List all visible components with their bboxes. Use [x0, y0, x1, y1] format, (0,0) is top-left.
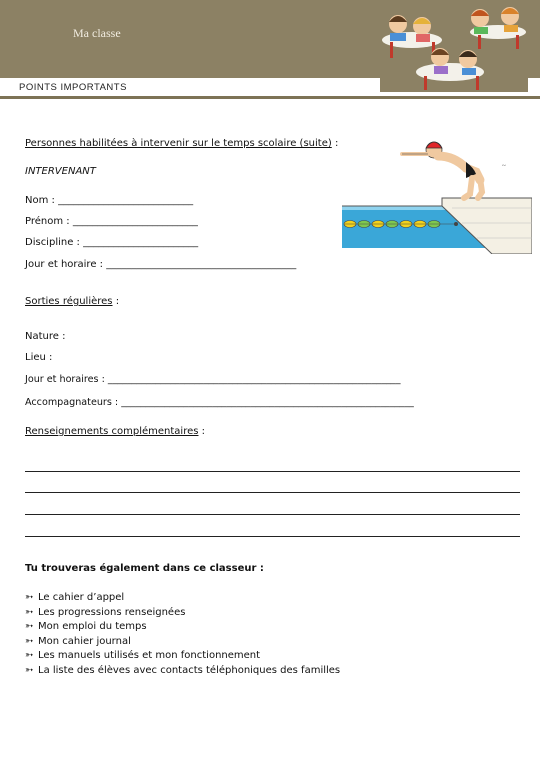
sorties-heading-text: Sorties régulières	[25, 296, 113, 307]
list-item-text: Les manuels utilisés et mon fonctionnement	[38, 650, 261, 661]
classroom-illustration	[380, 2, 528, 92]
arrow-bullet-icon: ➳	[25, 606, 34, 618]
nature-field: Nature :	[25, 331, 66, 342]
discipline-field: Discipline : _______________________	[25, 237, 199, 248]
list-item	[25, 606, 185, 621]
list-item-text: Le cahier d’appel	[38, 592, 125, 603]
intervenants-heading-suffix: :	[331, 138, 339, 149]
renseignements-heading	[25, 426, 205, 437]
list-item	[25, 635, 131, 650]
sorties-heading	[25, 296, 119, 307]
arrow-bullet-icon: ➳	[25, 592, 34, 603]
list-item	[25, 649, 260, 664]
list-item	[25, 620, 147, 635]
blank-line	[25, 492, 520, 493]
list-item	[25, 591, 124, 606]
sorties-heading-suffix: :	[112, 296, 120, 307]
list-item	[25, 664, 340, 679]
classeur-heading: Tu trouveras également dans ce classeur :	[25, 563, 264, 574]
lieu-field: Lieu :	[25, 352, 53, 363]
blank-line	[25, 514, 520, 515]
intervenant-label: INTERVENANT	[25, 166, 96, 177]
list-item-text: Mon cahier journal	[38, 635, 131, 647]
arrow-bullet-icon: ➳	[25, 621, 34, 632]
svg-text:~: ~	[502, 162, 506, 170]
blank-line	[25, 471, 520, 472]
arrow-bullet-icon: ➳	[25, 664, 34, 676]
header-title: Ma classe	[73, 26, 121, 40]
list-item-text: Les progressions renseignées	[38, 606, 186, 618]
header-divider	[0, 96, 540, 99]
renseignements-heading-text: Renseignements complémentaires	[25, 426, 199, 437]
list-item-text: Mon emploi du temps	[38, 621, 147, 632]
section-label: POINTS IMPORTANTS	[19, 82, 127, 93]
arrow-bullet-icon: ➳	[25, 650, 34, 661]
blank-line	[25, 536, 520, 537]
accompagnateurs-field: Accompagnateurs : _____________________________________________________________	[25, 397, 414, 408]
intervenants-heading	[25, 138, 338, 149]
jour-horaire-field: Jour et horaire : ______________________________________	[25, 259, 297, 270]
jour-horaires-field: Jour et horaires : _____________________________________________________________	[25, 374, 401, 385]
renseignements-heading-suffix: :	[198, 426, 206, 437]
nom-field: Nom : ___________________________	[25, 195, 194, 206]
prenom-field: Prénom : _________________________	[25, 216, 198, 227]
arrow-bullet-icon: ➳	[25, 635, 34, 647]
list-item-text: La liste des élèves avec contacts téléphoniques des familles	[38, 664, 341, 676]
intervenants-heading-text: Personnes habilitées à intervenir sur le temps scolaire (suite)	[25, 138, 332, 149]
swimming-pool-illustration	[342, 128, 532, 254]
